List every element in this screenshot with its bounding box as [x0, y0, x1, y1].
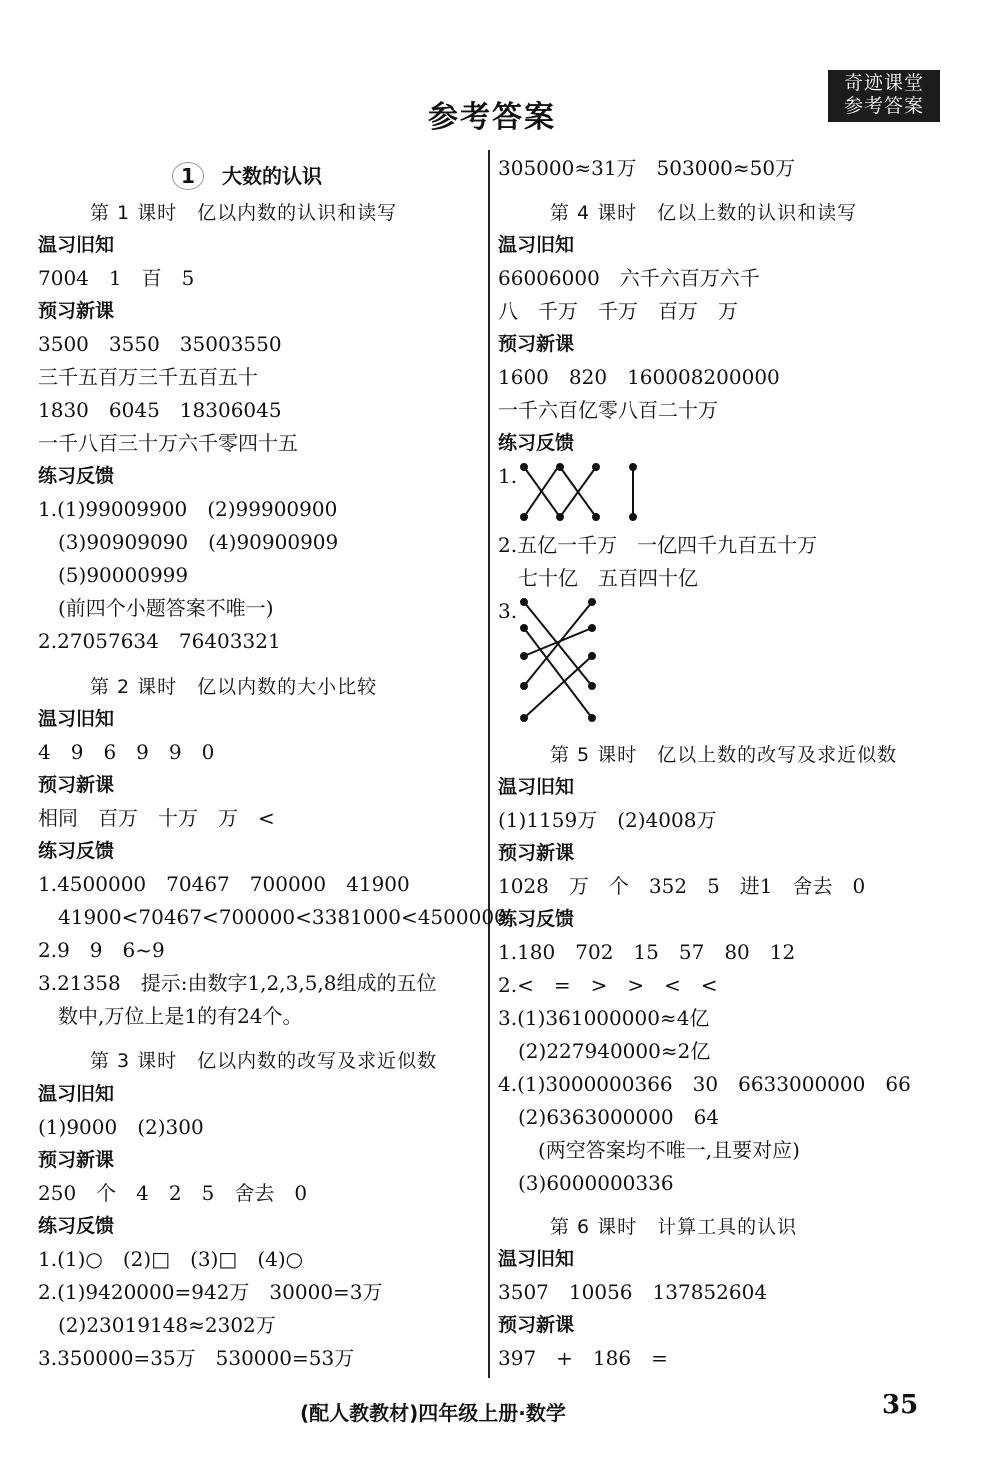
answer-line: 相同 百万 十万 万 < [38, 806, 275, 830]
footer-label: (配人教教材)四年级上册·数学 [300, 1401, 566, 1425]
section-heading: 温习旧知 [38, 1083, 115, 1105]
section-heading: 练习反馈 [498, 432, 575, 454]
answer-line: 250 个 4 2 5 舍去 0 [38, 1181, 308, 1205]
answer-line: 2.27057634 76403321 [38, 629, 281, 653]
section-heading: 练习反馈 [38, 840, 115, 862]
chapter-title: 大数的认识 [222, 164, 322, 188]
answer-line: 2.9 9 6~9 [38, 938, 165, 962]
answer-line: 2.(1)9420000=942万 30000=3万 [38, 1280, 383, 1304]
section-heading: 温习旧知 [38, 708, 115, 730]
section-heading: 温习旧知 [498, 1248, 575, 1270]
answer-line: 305000≈31万 503000≈50万 [498, 156, 796, 180]
answer-line: (2)227940000≈2亿 [498, 1039, 711, 1063]
answer-line: 41900<70467<700000<3381000<4500000 [38, 905, 507, 929]
section-heading: 预习新课 [498, 333, 575, 355]
section-heading: 练习反馈 [38, 465, 115, 487]
answer-line: (前四个小题答案不唯一) [38, 596, 274, 620]
answer-line: 1830 6045 18306045 [38, 398, 282, 422]
answer-line: 三千五百万三千五百五十 [38, 365, 258, 389]
answer-line: 一千八百三十万六千零四十五 [38, 431, 298, 455]
section-heading: 预习新课 [498, 842, 575, 864]
section-heading: 预习新课 [38, 1149, 115, 1171]
matching-diagram-1 [520, 463, 640, 523]
answer-line: (两空答案均不唯一,且要对应) [498, 1138, 800, 1162]
answer-line: 1. [498, 464, 518, 488]
answer-line: 数中,万位上是1的有24个。 [38, 1004, 303, 1028]
answer-line: 1600 820 160008200000 [498, 365, 780, 389]
section-heading: 预习新课 [498, 1314, 575, 1336]
answer-line: 4 9 6 9 9 0 [38, 740, 215, 764]
chapter-heading [172, 160, 322, 190]
answer-line: (1)1159万 (2)4008万 [498, 808, 717, 832]
answer-line: 3. [498, 599, 518, 623]
lesson-heading: 第 3 课时 亿以内数的改写及求近似数 [90, 1050, 438, 1072]
answer-line: 八 千万 千万 百万 万 [498, 299, 738, 323]
lesson-heading: 第 4 课时 亿以上数的认识和读写 [550, 202, 858, 224]
answer-line: (5)90000999 [38, 563, 189, 587]
answer-line: 2.五亿一千万 一亿四千九百五十万 [498, 533, 818, 557]
section-heading: 练习反馈 [498, 908, 575, 930]
page-title: 参考答案 [428, 100, 556, 135]
answer-line: 7004 1 百 5 [38, 266, 195, 290]
answer-line: 1028 万 个 352 5 进1 舍去 0 [498, 874, 866, 898]
corner-label-line-1: 奇迹课堂 [843, 72, 924, 94]
answer-line: (1)9000 (2)300 [38, 1115, 204, 1139]
answer-line: 3.(1)361000000≈4亿 [498, 1006, 710, 1030]
chapter-number: 1 [172, 162, 204, 190]
answer-line: 1.180 702 15 57 80 12 [498, 940, 796, 964]
matching-diagram-3 [520, 598, 600, 722]
corner-label-line-2: 参考答案 [843, 95, 924, 117]
answer-line: 397 + 186 = [498, 1346, 668, 1370]
section-heading: 预习新课 [38, 300, 115, 322]
answer-line: 3500 3550 35003550 [38, 332, 282, 356]
match-line [524, 656, 592, 718]
lesson-heading: 第 6 课时 计算工具的认识 [550, 1216, 798, 1238]
column-divider [488, 150, 490, 1378]
answer-line: (3)90909090 (4)90900909 [38, 530, 339, 554]
answer-line: 3.21358 提示:由数字1,2,3,5,8组成的五位 [38, 971, 437, 995]
answer-line: 1.(1)○ (2)□ (3)□ (4)○ [38, 1247, 304, 1271]
answer-line: (2)23019148≈2302万 [38, 1313, 276, 1337]
answer-line: (3)6000000336 [498, 1171, 674, 1195]
section-heading: 练习反馈 [38, 1215, 115, 1237]
answer-line: 3507 10056 137852604 [498, 1280, 768, 1304]
corner-label [828, 70, 940, 122]
answer-line: 七十亿 五百四十亿 [498, 566, 698, 590]
lesson-heading: 第 5 课时 亿以上数的改写及求近似数 [550, 744, 898, 766]
section-heading: 温习旧知 [498, 234, 575, 256]
section-heading: 预习新课 [38, 774, 115, 796]
answer-line: 3.350000=35万 530000=53万 [38, 1346, 355, 1370]
lesson-heading: 第 1 课时 亿以内数的认识和读写 [90, 202, 398, 224]
answer-line: 2.< = > > < < [498, 973, 718, 997]
page-number: 35 [882, 1390, 919, 1420]
answer-line: (2)6363000000 64 [498, 1105, 720, 1129]
answer-line: 4.(1)3000000366 30 6633000000 66 [498, 1072, 911, 1096]
lesson-heading: 第 2 课时 亿以内数的大小比较 [90, 676, 378, 698]
answer-line: 1.(1)99009900 (2)99900900 [38, 497, 338, 521]
answer-line: 一千六百亿零八百二十万 [498, 398, 718, 422]
answer-line: 1.4500000 70467 700000 41900 [38, 872, 410, 896]
section-heading: 温习旧知 [498, 776, 575, 798]
answer-line: 66006000 六千六百万六千 [498, 266, 760, 290]
section-heading: 温习旧知 [38, 234, 115, 256]
